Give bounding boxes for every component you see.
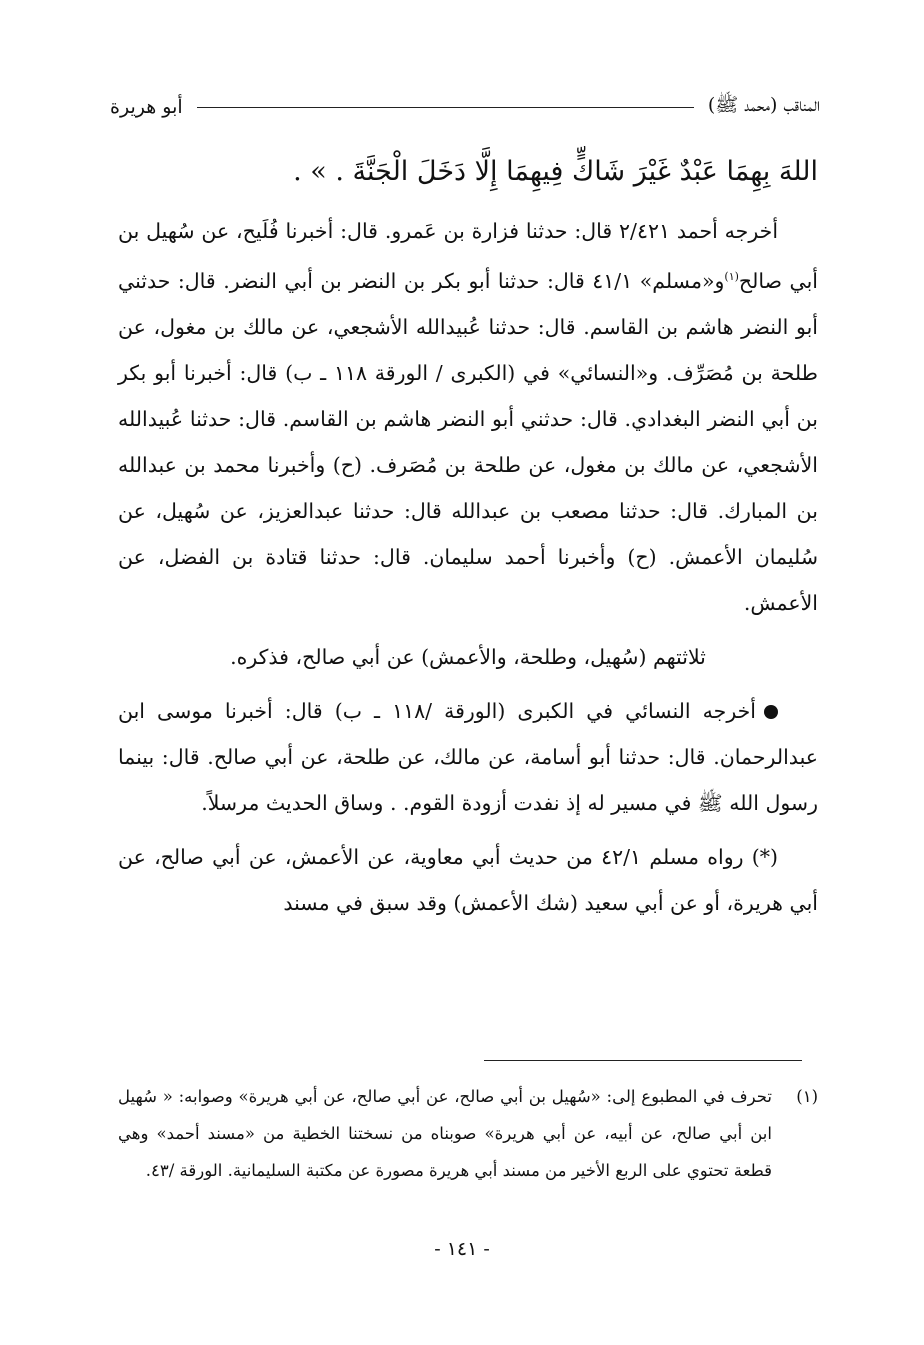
bullet-icon [764,705,778,719]
page-number: - ١٤١ - [434,1238,490,1260]
nasai-text: أخرجه النسائي في الكبرى (الورقة /١١٨ ـ ب) قال: أخبرنا موسى ابن عبدالرحمان. قال: حدثنا أبو أسامة، عن مالك، عن طلحة، عن أبي صالح. قال: بينما رسول الله ﷺ في مسير له إذ نفدت أزودة القوم. . وساق الحديث مرسلاً. [118,698,818,815]
takhrij-text-start: أخرجه أحمد ٢/٤٢١ قال: حدثنا فزارة بن عَمرو. قال: أخبرنا فُلَيح، عن سُهيل بن أبي صالح [118,219,818,293]
header-rule [197,107,694,108]
footnote-number: (١) [796,1087,818,1106]
running-header [110,92,820,122]
takhrij-paragraph [118,208,818,626]
summary-paragraph: ثلاثتهم (سُهيل، وطلحة، والأعمش) عن أبي صالح، فذكره. [230,644,706,669]
takhrij-text-cont: و«مسلم» ٤١/١ قال: حدثنا أبو بكر بن النضر بن أبي النضر. قال: حدثني أبو النضر هاشم بن القاسم. قال: حدثنا عُبيدالله الأشجعي، عن مالك بن مغول، عن طلحة بن مُصَرِّف. و«النسائي» في (الكبرى / الورقة ١١٨ ـ ب) قال: أخبرنا أبو بكر بن أبي النضر البغدادي. قال: حدثني أبو النضر هاشم بن القاسم. قال: حدثنا عُبيدالله الأشجعي، عن مالك بن مغول، عن طلحة بن مُصَرف. (ح) وأخبرنا محمد بن عبدالله بن المبارك. قال: حدثنا مصعب بن عبدالله قال: حدثنا عبدالعزيز، عن سُهيل، عن سُليمان الأعمش. (ح) وأخبرنا أحمد سليمان. قال: حدثنا قتادة بن الفضل، عن الأعمش. [118,268,818,615]
footnote [118,1078,818,1189]
footnote-text: تحرف في المطبوع إلى: «سُهيل بن أبي صالح، عن أبي صالح، عن أبي هريرة» وصوابه: « سُهيل ابن أبي صالح، عن أبيه، عن أبي هريرة» صوبناه من نسختنا الخطية من «مسند أحمد» وهي قطعة تحتوي على الربع الأخير من مسند أبي هريرة مصورة عن مكتبة السليمانية. الورقة /٤٣. [118,1087,772,1180]
hadith-text-line: اللهَ بِهِمَا عَبْدٌ غَيْرَ شَاكٍّ فِيهِمَا إِلَّا دَخَلَ الْجَنَّةَ . » . [293,156,818,187]
section-title: المناقب (محمد ﷺ) [707,94,820,116]
chapter-title: أبو هريرة [110,96,183,118]
main-text [118,150,818,934]
note-paragraph: (*) رواه مسلم ٤٢/١ من حديث أبي معاوية، عن الأعمش، عن أبي صالح، عن أبي هريرة، أو عن أبي سعيد (شك الأعمش) وقد سبق في مسند [118,844,818,915]
nasai-paragraph [118,688,818,826]
footnote-marker: (١) [724,270,739,283]
footnote-separator [484,1060,802,1061]
